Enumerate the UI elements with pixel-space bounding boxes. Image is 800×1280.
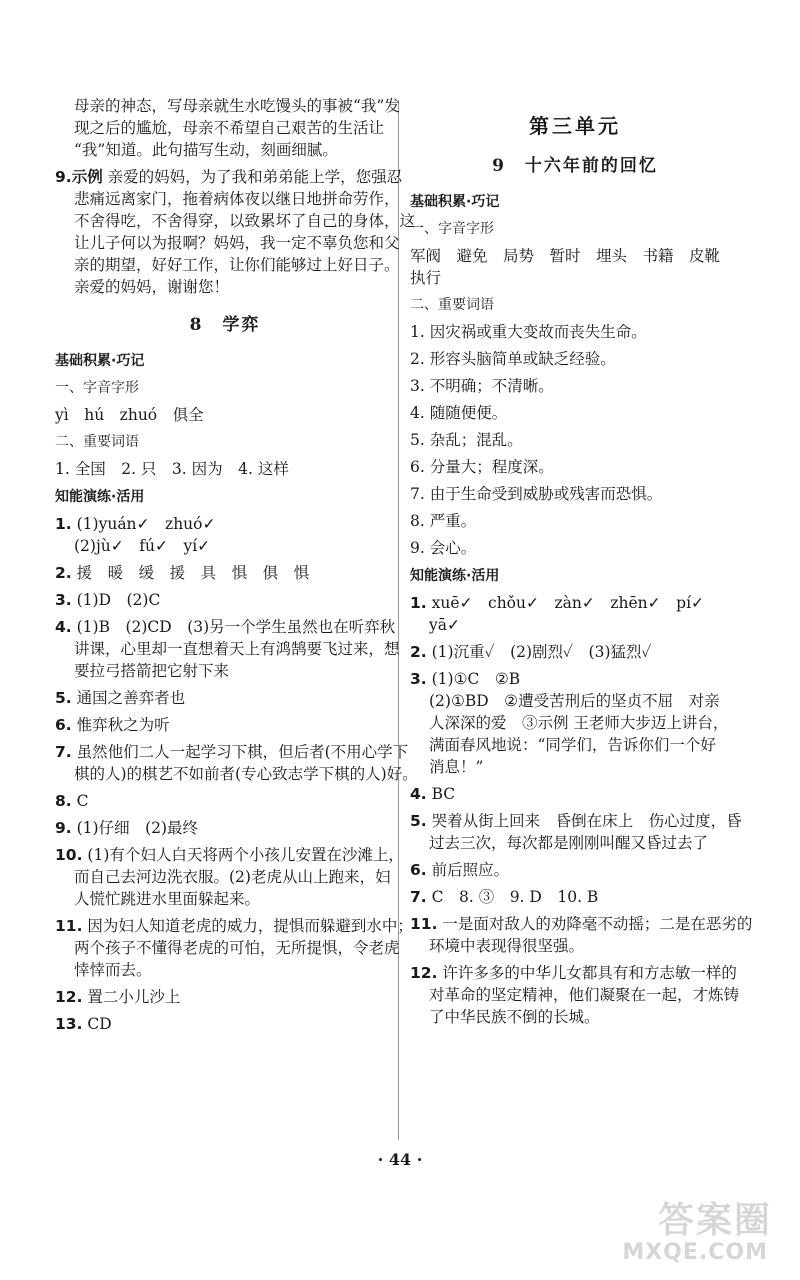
answer-item [55,166,416,298]
answer-item [55,790,395,812]
section-heading: 基础积累·巧记 [410,194,500,210]
text-line: 对革命的坚定精神，他们凝聚在一起，才炼铸 [429,986,740,1004]
text-line: BC [431,785,456,803]
item-number: 2. [55,564,72,582]
text-line: 执行 [410,269,442,287]
text-line: 前后照应。 [431,861,510,879]
text-line: C 8. ③ 9. D 10. B [431,888,599,906]
watermark-main: 答案圈 [657,1200,772,1241]
item-number: 9. [55,819,72,837]
subsection-heading: 二、重要词语 [55,434,139,450]
answer-item [410,668,740,778]
vocab-item: 8. 严重。 [410,512,477,530]
answer-item [410,592,740,636]
item-number: 12. [55,988,83,1006]
item-number: 9. [55,168,72,186]
text-line: 通国之善弈者也 [76,689,186,707]
unit-title: 第三单元 [529,114,621,138]
vocab-item: 3. 不明确；不清晰。 [410,377,554,395]
answer-text: yì hú zhuó 俱全 [55,406,204,424]
text-line: 亲的期望，好好工作，让你们能够过上好日子。 [74,256,400,274]
text-line: 不舍得吃，不舍得穿，以致累坏了自己的身体，这 [74,212,416,230]
vocab-item: 7. 由于生命受到威胁或残害而恐惧。 [410,485,663,503]
answer-item [55,562,395,584]
text-line: 了中华民族不倒的长城。 [429,1008,600,1026]
answer-item [55,513,395,557]
answer-item [410,859,740,881]
text-line: 母亲的神态，写母亲就生水吃馒头的事被“我”发 [74,97,400,115]
item-number: 10. [55,846,83,864]
item-number: 5. [55,689,72,707]
answer-item [55,915,413,981]
text-line: (2)①BD ②遭受苦刑后的坚贞不屈 对亲 [429,692,720,710]
text-line: 悻悻而去。 [74,961,152,979]
vocab-list [410,321,740,559]
text-line: yā✓ [429,616,460,634]
item-number: 4. [410,785,427,803]
lesson-title: 9 十六年前的回忆 [492,156,658,176]
item-number: 6. [410,861,427,879]
answer-item [55,714,395,736]
answer-item [410,886,740,908]
text-line: 虽然他们二人一起学习下棋，但后者(不用心学下 [76,743,409,761]
item-number: 13. [55,1015,83,1033]
section-heading: 基础积累·巧记 [55,353,145,369]
subsection-heading: 一、字音字形 [410,221,494,237]
text-line: 亲爱的妈妈，谢谢您！ [74,278,230,296]
answer-item [55,986,395,1008]
answer-item [55,616,400,682]
subsection-heading: 二、重要词语 [410,297,494,313]
answer-item [55,687,395,709]
item-number: 1. [55,515,72,533]
example-tag: 示例 [71,167,103,186]
text-line: (1)有个妇人白天将两个小孩儿安置在沙滩上， [87,846,404,864]
text-line: 要拉弓搭箭把它射下来 [74,662,230,680]
answer-item [410,810,740,854]
left-column [55,95,418,1040]
item-number: 3. [55,591,72,609]
item-number: 12. [410,964,438,982]
text-line: 惟弈秋之为听 [76,716,170,734]
text-line: 军阀 避免 局势 暂时 埋头 书籍 皮靴 [410,247,721,265]
text-line: (1)沉重✓ (2)剧烈✓ (3)猛烈✓ [431,643,652,661]
text-line: 棋的人)的棋艺不如前者(专心致志学下棋的人)好。 [74,765,418,783]
item-number: 2. [410,643,427,661]
item-number: 4. [55,618,72,636]
text-line: 哭着从街上回来 昏倒在床上 伤心过度，昏 [431,812,742,830]
answer-item [55,817,395,839]
text-line: (2)jù✓ fú✓ yí✓ [74,537,211,555]
item-number: 1. [410,594,427,612]
answer-item [55,1013,395,1035]
answer-text: 1. 全国 2. 只 3. 因为 4. 这样 [55,460,289,478]
text-line: “我”知道。此句描写生动，刻画细腻。 [74,141,338,159]
item-number: 6. [55,716,72,734]
answer-item [410,641,740,663]
text-line: 让儿子何以为报啊？妈妈，我一定不辜负您和父 [74,234,400,252]
vocab-item: 6. 分量大；程度深。 [410,458,554,476]
text-line: 而自己去河边洗衣服。(2)老虎从山上跑来，妇 [74,868,391,886]
right-column [410,95,753,1033]
text-line: 满面春风地说：“同学们，告诉你们一个好 [429,736,716,754]
vocab-item: 2. 形容头脑简单或缺乏经验。 [410,350,616,368]
item-number: 3. [410,670,427,688]
vocab-item: 9. 会心。 [410,539,477,557]
text-line: 许许多多的中华儿女都具有和方志敏一样的 [442,964,737,982]
text-line: (1)D (2)C [76,591,161,609]
text-line: (1)B (2)CD (3)另一个学生虽然也在听弈秋 [76,618,396,636]
text-line: (1)①C ②B [431,670,521,688]
text-line: 一是面对敌人的劝降毫不动摇；二是在恶劣的 [442,915,753,933]
item-number: 11. [55,917,83,935]
answer-list [410,592,753,1028]
text-line: 因为妇人知道老虎的威力，提惧而躲避到水中； [87,917,413,935]
text-line: 人慌忙跳进水里面躲起来。 [74,890,261,908]
vocab-item: 5. 杂乱；混乱。 [410,431,523,449]
text-line: 悲痛远离家门，拖着病体夜以继日地拼命劳作， [74,190,400,208]
answer-item [410,913,753,957]
item-number: 11. [410,915,438,933]
lesson-title: 8 学弈 [189,315,261,335]
text-line: xuē✓ chǒu✓ zàn✓ zhēn✓ pí✓ [431,594,705,612]
text-line: 人深深的爱 ③示例 王老师大步迈上讲台， [429,714,729,732]
watermark-url: MXQE.COM [622,1240,768,1265]
text-line: CD [87,1015,112,1033]
page-number: · 44 · [377,1150,423,1169]
item-number: 8. [55,792,72,810]
vocab-item: 1. 因灾祸或重大变故而丧失生命。 [410,323,647,341]
text-line: 置二小儿沙上 [87,988,181,1006]
text-line: 过去三次，每次都是刚刚叫醒又昏过去了 [429,834,709,852]
answer-item [410,783,740,805]
text-line: 消息！” [429,758,484,776]
text-line: C [76,792,89,810]
subsection-heading: 一、字音字形 [55,380,139,396]
watermark-logo [602,1192,772,1276]
text-line: (1)yuán✓ zhuó✓ [76,515,216,533]
answer-item [55,589,395,611]
vocab-item: 4. 随随便便。 [410,404,508,422]
item-number: 7. [55,743,72,761]
section-heading: 知能演练·活用 [55,489,145,505]
item-number: 5. [410,812,427,830]
text-line: 亲爱的妈妈，为了我和弟弟能上学，您强忍 [102,168,403,186]
item-number: 7. [410,888,427,906]
section-heading: 知能演练·活用 [410,568,500,584]
text-line: 环境中表现得很坚强。 [429,937,585,955]
answer-list [55,513,418,1035]
answer-item [55,844,404,910]
answer-item [410,962,740,1028]
text-line: 现之后的尴尬，母亲不希望自己艰苦的生活让 [74,119,385,137]
answer-item [55,741,418,785]
text-line: 两个孩子不懂得老虎的可怕，无所提惧，令老虎 [74,939,400,957]
text-line: (1)仔细 (2)最终 [76,819,199,837]
text-line: 讲课，心里却一直想着天上有鸿鹄要飞过来，想 [74,640,400,658]
text-line: 援 暖 缓 援 具 惧 俱 惧 [76,564,310,582]
